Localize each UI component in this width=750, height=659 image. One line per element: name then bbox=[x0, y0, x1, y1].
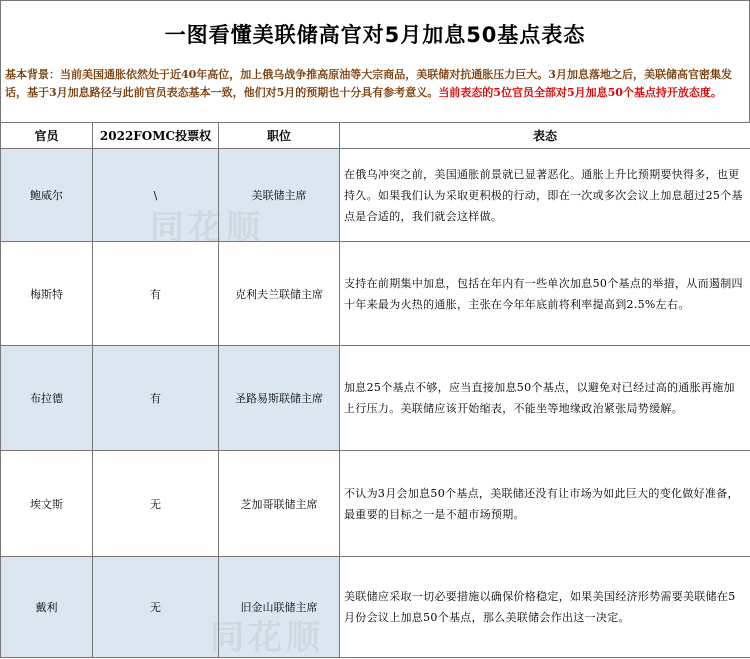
cell-vote: 无 bbox=[93, 557, 219, 658]
table-row bbox=[1, 557, 750, 658]
cell-official: 鲍威尔 bbox=[1, 149, 93, 242]
header-position: 职位 bbox=[219, 123, 340, 149]
officials-table bbox=[0, 122, 750, 658]
header-statement: 表态 bbox=[340, 123, 750, 149]
cell-official: 布拉德 bbox=[1, 346, 93, 451]
cell-official: 戴利 bbox=[1, 557, 93, 658]
cell-position: 美联储主席 bbox=[219, 149, 340, 242]
cell-official: 埃文斯 bbox=[1, 451, 93, 557]
cell-position: 旧金山联储主席 bbox=[219, 557, 340, 658]
cell-official: 梅斯特 bbox=[1, 242, 93, 346]
cell-position: 芝加哥联储主席 bbox=[219, 451, 340, 557]
cell-statement: 美联储应采取一切必要措施以确保价格稳定，如果美国经济形势需要美联储在5月份会议上加息50个基点，那么美联储会作出这一决定。 bbox=[340, 557, 750, 658]
table-row bbox=[1, 242, 750, 346]
cell-statement: 在俄乌冲突之前，美国通胀前景就已显著恶化。通胀上升比预期要快得多，也更持久。如果我们认为采取更积极的行动，即在一次或多次会议上加息超过25个基点是合适的，我们就会这样做。 bbox=[340, 149, 750, 242]
header-official: 官员 bbox=[1, 123, 93, 149]
cell-vote: \ bbox=[93, 149, 219, 242]
cell-statement: 支持在前期集中加息，包括在年内有一些单次加息50个基点的举措，从而遏制四十年来最为火热的通胀，主张在今年年底前将利率提高到2.5%左右。 bbox=[340, 242, 750, 346]
header-vote: 2022FOMC投票权 bbox=[93, 123, 219, 149]
table-row bbox=[1, 149, 750, 242]
table-row bbox=[1, 451, 750, 557]
cell-vote: 有 bbox=[93, 346, 219, 451]
cell-statement: 不认为3月会加息50个基点，美联储还没有让市场为如此巨大的变化做好准备，最重要的目标之一是不超市场预期。 bbox=[340, 451, 750, 557]
page-title: 一图看懂美联储高官对5月加息50基点表态 bbox=[0, 0, 750, 67]
background-note bbox=[0, 66, 750, 122]
table-header-row bbox=[1, 123, 750, 149]
background-highlight: 当前表态的5位官员全部对5月加息50个基点持开放态度。 bbox=[438, 86, 722, 99]
cell-vote: 无 bbox=[93, 451, 219, 557]
cell-position: 克利夫兰联储主席 bbox=[219, 242, 340, 346]
table-row bbox=[1, 346, 750, 451]
cell-position: 圣路易斯联储主席 bbox=[219, 346, 340, 451]
background-text: 基本背景：当前美国通胀依然处于近40年高位，加上俄乌战争推高原油等大宗商品，美联储对抗通胀压力巨大。3月加息落地之后，美联储高官密集发话，基于3月加息路径与此前官员表态基本一致，他们对5月的预期也十分具有参考意义。 bbox=[5, 68, 732, 99]
cell-statement: 加息25个基点不够，应当直接加息50个基点，以避免对已经过高的通胀再施加上行压力。美联储应该开始缩表，不能坐等地缘政治紧张局势缓解。 bbox=[340, 346, 750, 451]
cell-vote: 有 bbox=[93, 242, 219, 346]
